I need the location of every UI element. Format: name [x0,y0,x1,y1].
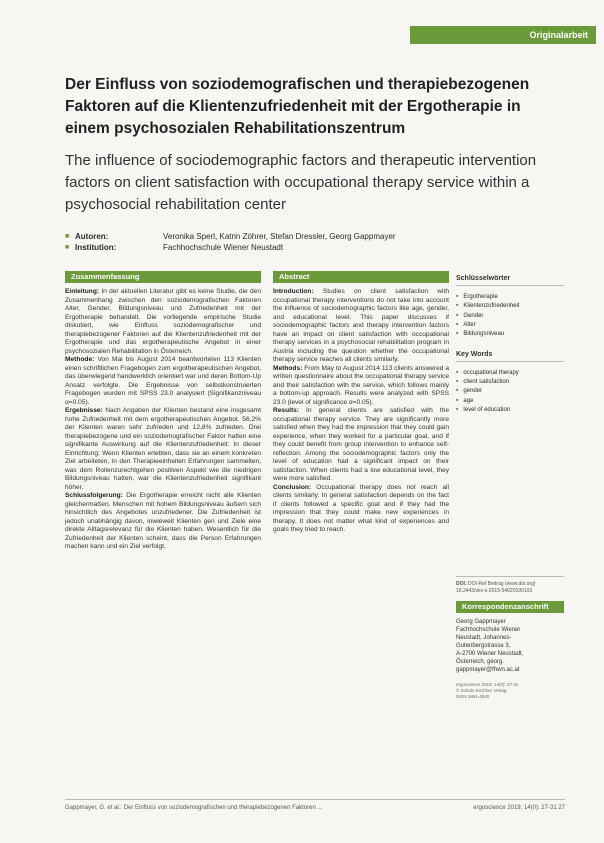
address-line: A-2700 Wiener Neustadt, [456,651,524,658]
list-item: ■ Gender [456,311,564,320]
keywords-heading: Key Words [456,351,564,362]
address-line: Österreich, georg. [456,659,505,666]
korrespondenz-address [456,618,564,674]
authors: Veronika Sperl, Katrin Zöhrer, Stefan Dressler, Georg Gappmayer [163,232,396,241]
title-german: Der Einfluss von soziodemografischen und therapiebezogenen Faktoren auf die Klientenzufriedenheit mit der Ergotherapie in einem psychosozialen Rehabilitationszentrum [65,76,530,137]
article-type-tag: Originalarbeit [410,26,596,44]
address-line: Fachhochschule Wiener [456,627,521,634]
citation-line: © Schulz-Kirchner Verlag [456,688,507,694]
authors-label: Autoren: [75,232,109,241]
zusammenfassung-einleitung: Einleitung: In der aktuellen Literatur gibt es keine Studie, die den Zusammenhang zwischen den soziodemografischen Faktoren Alter, Gender, Bildungsniveau und Zufriedenheit mit der Ergotherapie behandelt. Die vorliegende empirische Studie diskutiert, wie Einfluss soziodemografischer und therapiebezogener Faktoren auf die Klientenzufriedenheit mit der Ergotherapie und das ergotherapeutische Angebot in einer psychosozialen Rehabilitation in Österreich. [65,288,261,355]
citation-line: ergoscience 2019; 14(0): 27-31 [456,682,519,688]
abstract-column [273,271,449,535]
zusammenfassung-ergebnisse: Ergebnisse: Nach Angaben der Klienten bestand eine insgesamt hohe Zufriedenheit mit dem ergotherapeutischen Angebot. 56,2% der Klienten waren sehr zufrieden und 12,8% zufrieden. Drei therapiebezogene und ein soziodemografischer Faktor hatten eine signifikante Auswirkung auf die Klientenzufriedenheit: In dieser Einrichtung: Wenn Klienten erlebten, dass sie an einem konkreten Ziel arbeiteten, in den Therapieeinheiten Erfahrungen sammelten, was dem Rollenzurechtgehen positiven Aspekt wie die niedrigen Bildungsniveau hatten, war die Klientenzufriedenheit signifikant höher. [65,407,261,491]
korrespondenz-heading: Korrespondenzanschrift [456,601,564,613]
list-item: ■ Klientenzufriedenheit [456,301,564,310]
keywords-list [456,368,564,415]
schluesselwoerter-list [456,292,564,339]
page-footer [65,799,565,811]
abstract-conclusion: Conclusion: Occupational therapy does not reach all clients similarly. In general satisfaction depends on the fact if clients followed a specific goal and if they had the impression that they could make new experiences in therapy. It does not matter what kind of experiences and goals they tried to reach. [273,483,449,533]
abstract-heading: Abstract [273,271,449,283]
list-item: ■ level of education [456,405,564,414]
institution-label: Institution: [75,243,117,252]
list-item: ■ Bildungsniveau [456,329,564,338]
authors-row [65,231,396,242]
address-line: Gutenbergstrasse 3, [456,643,511,650]
footer-page-number: ergoscience 2019; 14(0): 27-31 27 [473,805,565,811]
address-line: Neustadt, Johannes- [456,635,512,642]
address-line: gappmayer@fhwn.ac.at [456,667,520,674]
abstract-methods: Methods: From May to August 2014 113 clients answered a written questionnaire about the occupational therapy service and their satisfaction with the service, which follows mainly a bottom-up approach. Results were analyzed with SPSS 23.0 (level of significance α=0.05). [273,364,449,406]
bullet-icon: ■ [65,244,70,251]
list-item: ■ Alter [456,320,564,329]
address-line: Georg Gappmayer [456,619,506,626]
bullet-icon: ■ [65,233,70,240]
zusammenfassung-heading: Zusammenfassung [65,271,261,283]
list-item: ■ age [456,396,564,405]
doi: DOI: DOI-Ref Beitrag (www.doi.org) 10.2443/skv-s-2019-54020190103 [456,576,564,595]
author-block [65,231,396,253]
list-item: ■ gender [456,386,564,395]
institution: Fachhochschule Wiener Neustadt [163,243,284,252]
footer-citation: Gappmayer, G. et al.: Der Einfluss von soziodemografischen und therapiebezogenen Faktoren ... [65,805,323,811]
zusammenfassung-schlussfolgerung: Schlussfolgerung: Die Ergotherapie erreicht nicht alle Klienten gleichermaßen. Menschen mit hohem Bildungsniveau äußern sich hinsichtlich des Angebotes unzufriedener. Die Zufriedenheit ist jedoch unabhängig davon, inwieweit Klienten gen und Ziele eine direkte Alltagsrelevanz für die Klienten haben. Wesentlich für die Zufriedenheit der Klienten scheint, dass die Person Erfahrungen machen kann und ein Ziel verfolgt. [65,492,261,550]
list-item: ■ Ergotherapie [456,292,564,301]
institution-row [65,242,396,253]
abstract-results: Results: In general clients are satisfied with the occupational therapy service. They are significantly more satisfied when they had the impression that they could gain experience, when they worked for a particular goal, and if they could benefit from group intervention to enhance self-reflection. Among the sociodemographic factors only the level of education had a significant impact on their satisfaction. When clients had a low educational level, they were more satisfied. [273,407,449,482]
list-item: ■ occupational therapy [456,368,564,377]
title-english: The influence of sociodemographic factors and therapeutic intervention factors on client satisfaction with occupational therapy service within a psychosocial rehabilitation center [65,152,537,213]
citation-line: ISSN 1861-4540 [456,694,490,700]
abstract-introduction: Introduction: Studies on client satisfaction with occupational therapy interventions do not take into account the influence of sociodemographic factors like age, gender, and educational level. This paper discusses if sociodemographic factors and therapy intervention factors have an impact on client satisfaction with occupational therapy services in a psychosocial rehabilitation program in Austria including the question whether the occupational therapy service reaches all clients similarly. [273,288,449,363]
zusammenfassung-methode: Methode: Von Mai bis August 2014 beantworteten 113 Klienten einen schriftlichen Fragebogen zum ergotherapeutischen Angebot, das überwiegend handwerklich orientiert war und deren Bottom-Up Ansatz verfolgte. Die Ergebnisse von selbstkonstruierten Fragebogen wurden mit SPSS 23.0 analysiert (Signifikanzniveau α=0.05). [65,356,261,406]
schluesselwoerter-heading: Schlüsselwörter [456,275,564,286]
zusammenfassung-column [65,271,261,552]
citation-info [456,682,564,700]
list-item: ■ client satisfaction [456,377,564,386]
sidebar-column [456,271,564,700]
